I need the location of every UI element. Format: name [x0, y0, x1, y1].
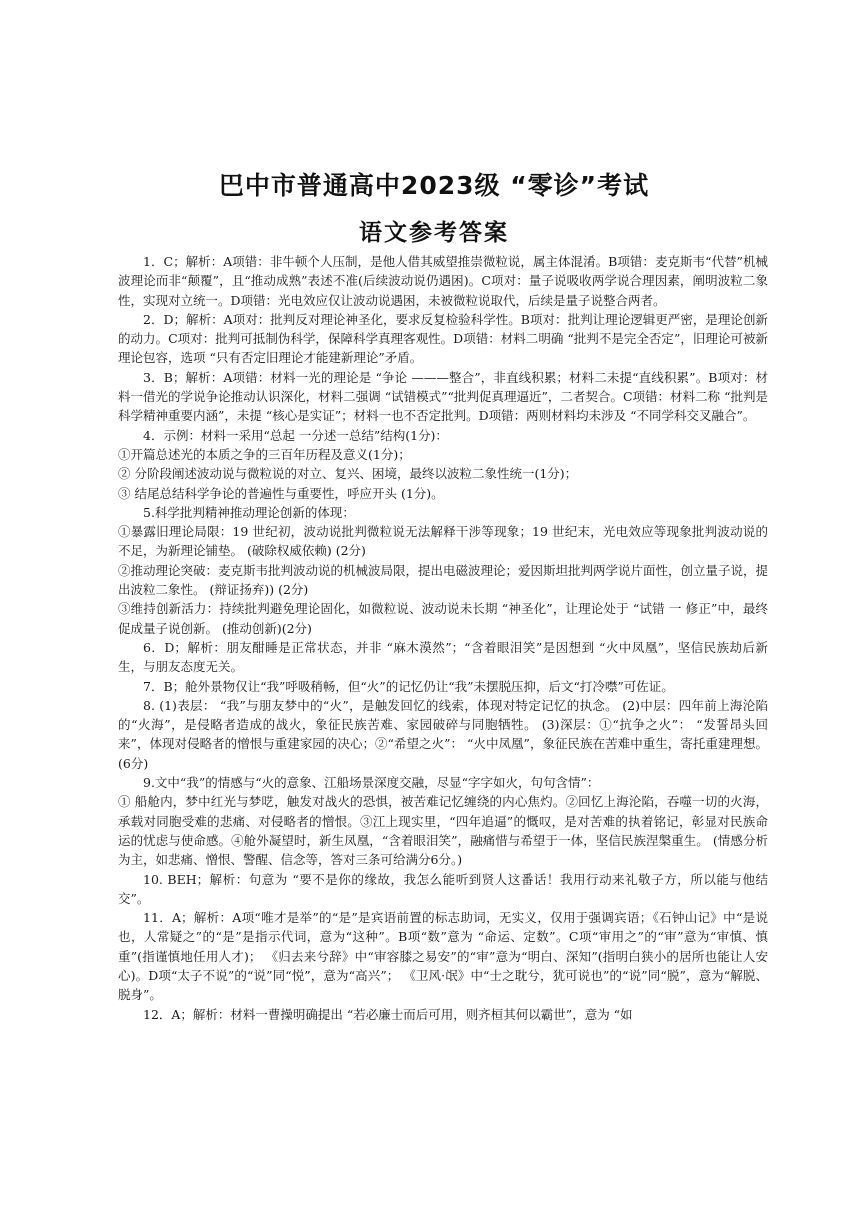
- answer-paragraph: ①暴露旧理论局限：19 世纪初，波动说批判微粒说无法解释干涉等现象；19 世纪末，光电效应等现象批判波动说的不足，为新理论铺垫。 (破除权威依赖) (2分): [118, 524, 768, 559]
- answer-paragraph: 7．B；舱外景物仅让“我”呼吸稍畅，但“火”的记忆仍让“我”未摆脱压抑，后文“打冷噤”可佐证。: [143, 678, 674, 694]
- answer-paragraph: ② 分阶段阐述波动说与微粒说的对立、复兴、困境，最终以波粒二象性统一(1分)；: [118, 466, 578, 482]
- answer-paragraph: 6．D；解析：朋友酣睡是正常状态，并非 “麻木漠然”；“含着眼泪笑”是因想到 “火中凤凰”，坚信民族劫后新生，与朋友态度无关。: [118, 639, 768, 675]
- answer-paragraph: ① 船舱内，梦中红光与梦呓，触发对战火的恐惧，被苦难记忆缠绕的内心焦灼。②回忆上海沦陷，吞噬一切的火海，承载对同胞受难的悲痛、对侵略者的憎恨。③江上现实里，“四年追逼”的慨叹，是对苦难的执着铭记，彰显对民族命运的忧虑与使命感。④舱外凝望时，新生凤凰，“含着眼泪笑”，融痛惜与希望于一体，坚信民族涅槃重生。 (情感分析为主，如悲痛、憎恨、警醒、信念等，答对三条可给满分6分。): [118, 794, 768, 868]
- answer-paragraph: 4．示例：材料一采用“总起 一分述一总结”结构(1分)：: [143, 427, 448, 443]
- answer-paragraph: 3．B；解析：A项错：材料一光的理论是 “争论 ———整合”，非直线积累；材料二未提“直线积累”。B项对：材料一借光的学说争论推动认识深化，材料二强调 “试错模式”“批判促真理逼近”，二者契合。C项错：材料二称 “批判是科学精神重要内涵”，未提 “核心是实证”；材料一也不否定批判。D项错：两则材料均未涉及 “不同学科交叉融合”。: [118, 369, 768, 424]
- answer-paragraph: 8. (1)表层： “我”与朋友梦中的“火”，是触发回忆的线索，体现对特定记忆的执念。 (2)中层：四年前上海沦陷的“火海”，是侵略者造成的战火，象征民族苦难、家园破碎与同胞牺牲。 (3)深层：①“抗争之火”： “发誓昂头回来”，体现对侵略者的憎恨与重建家园的决心；②“希望之火”： “火中凤凰”，象征民族在苦难中重生，寄托重建理想。 (6分): [118, 697, 772, 771]
- answer-paragraph: 2．D；解析：A项对：批判反对理论神圣化，要求反复检验科学性。B项对：批判让理论逻辑更严密，是理论创新的动力。C项对：批判可抵制伪科学，保障科学真理客观性。D项错：材料二明确 “批判不是完全否定”，旧理论可被新理论包容，选项 “只有否定旧理论才能建新理论”矛盾。: [118, 311, 768, 366]
- answer-paragraph: ②推动理论突破：麦克斯韦批判波动说的机械波局限，提出电磁波理论；爱因斯坦批判两学说片面性，创立量子说，提出波粒二象性。 (辩证扬弃)) (2分): [118, 562, 769, 598]
- answer-paragraph: ①开篇总述光的本质之争的三百年历程及意义(1分)；: [118, 446, 411, 462]
- answer-paragraph: 10. BEH；解析：句意为 “要不是你的缘故，我怎么能听到贤人这番话！我用行动来礼敬子方，所以能与他结交”。: [118, 871, 768, 906]
- answer-paragraph: 11．A；解析：A项“唯才是举”的“是”是宾语前置的标志助词，无实义，仅用于强调宾语；《石钟山记》中“是说也，人常疑之”的“是”是指示代词，意为“这种”。B项“数”意为 “命运、定数”。C项“审用之”的“审”意为“审慎、慎重”(指谨慎地任用人才)； 《归去来兮辞》中“审容膝之易安”的“审”意为“明白、深知”(指明白狭小的居所也能让人安心)。D项“太子不说”的“说”同“悦”，意为“高兴”； 《卫风·氓》中“士之耽兮，犹可说也”的“说”同“脱”，意为“解脱、脱身”。: [118, 910, 768, 1003]
- answer-paragraph: ③维持创新活力：持续批判避免理论固化，如微粒说、波动说未长期 “神圣化”，让理论处于 “试错 一 修正”中，最终促成量子说创新。 (推动创新)(2分): [118, 601, 768, 636]
- answer-paragraph: 9.文中“我”的情感与“火的意象、江船场景深度交融，尽显“字字如火，句句含情”：: [143, 775, 600, 791]
- answer-paragraph: 1．C；解析：A项错：非牛顿个人压制，是他人借其威望推崇微粒说，属主体混淆。B项错：麦克斯韦“代替”机械波理论而非“颠覆”，且“推动成熟”表述不准(后续波动说仍遇困)。C项对：量子说吸收两学说合理因素，阐明波粒二象性，实现对立统一。D项错：光电效应仅让波动说遇困，未被微粒说取代，后续是量子说整合两者。: [118, 254, 768, 308]
- answer-paragraph: 5.科学批判精神推动理论创新的体现：: [143, 504, 355, 520]
- exam-subtitle: 语文参考答案: [359, 220, 509, 246]
- answer-body: [118, 252, 772, 1024]
- exam-title: 巴中市普通高中2023级 “零诊”考试: [218, 171, 650, 200]
- answer-paragraph: ③ 结尾总结科学争论的普遍性与重要性，呼应开头 (1分)。: [118, 485, 444, 501]
- answer-paragraph: 12．A；解析：材料一曹操明确提出 “若必廉士而后可用，则齐桓其何以霸世”，意为 “如: [143, 1006, 633, 1022]
